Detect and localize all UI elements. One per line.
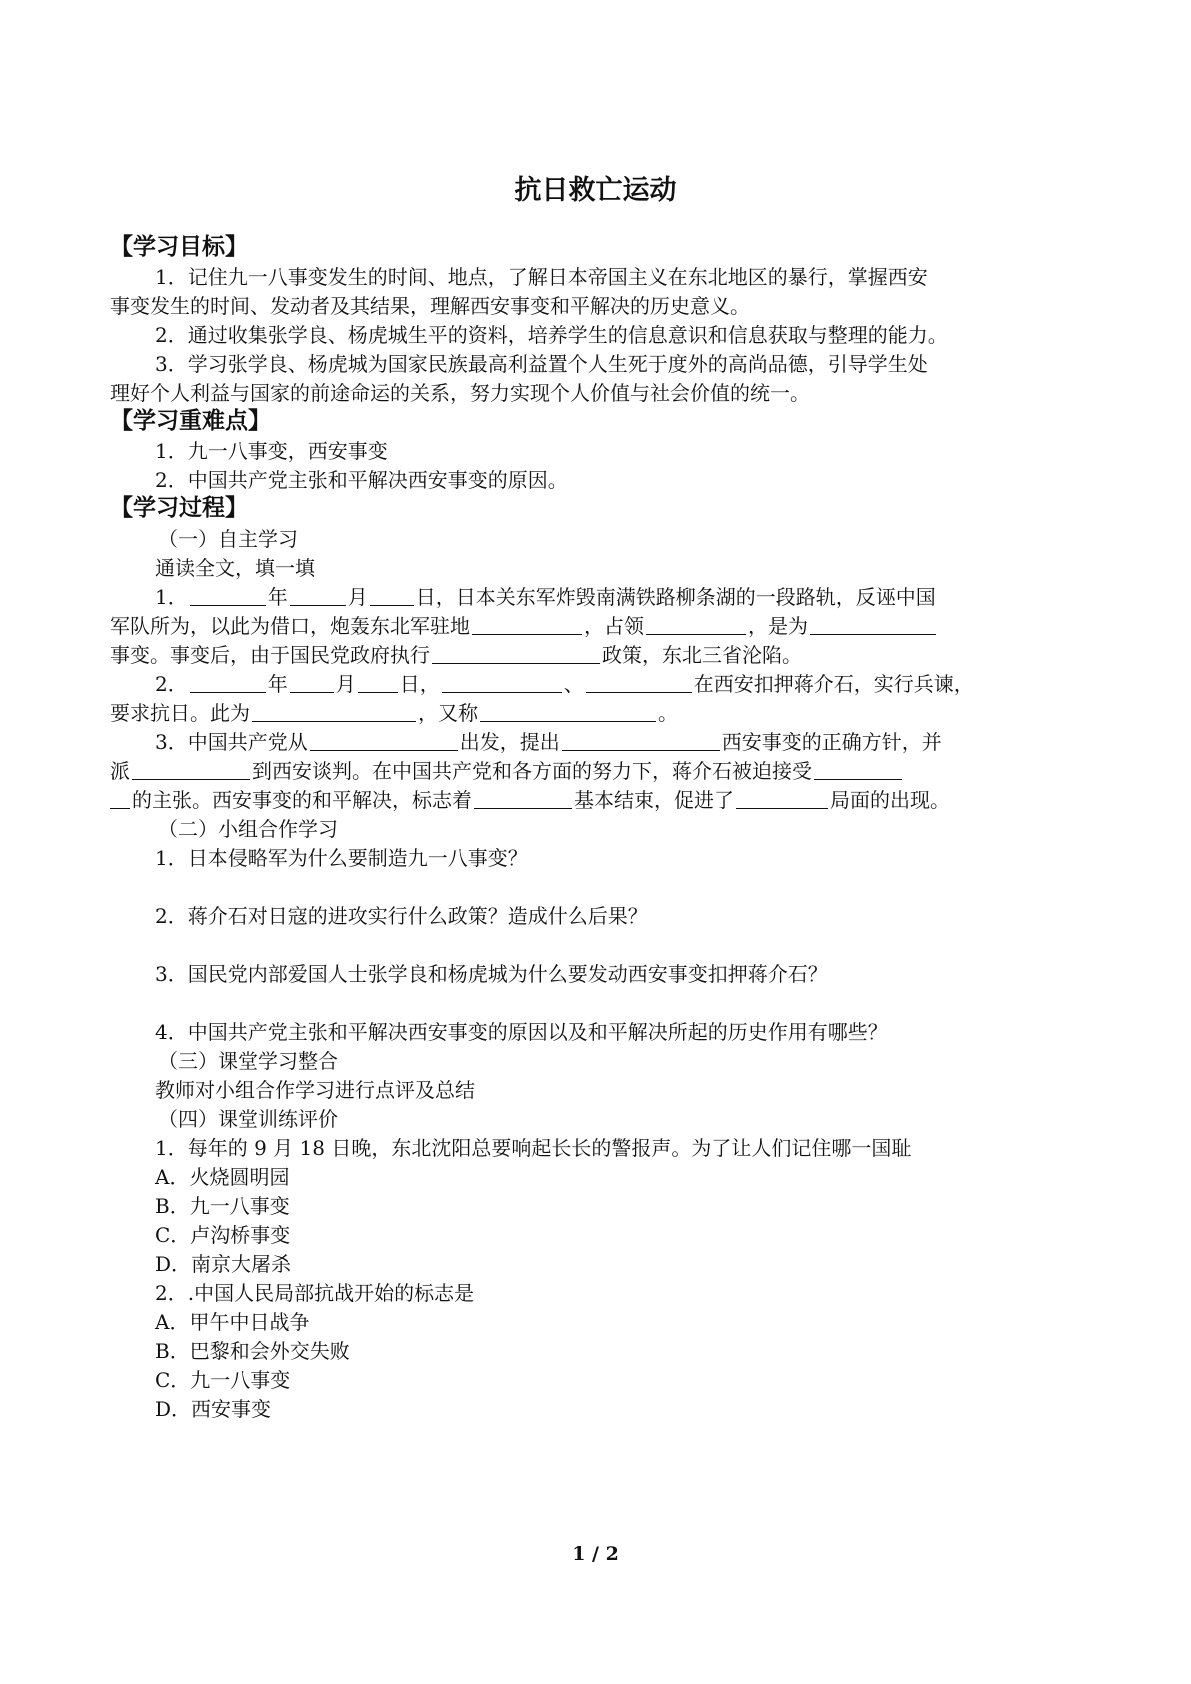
objective-1-line1: 1．记住九一八事变发生的时间、地点，了解日本帝国主义在东北地区的暴行，掌握西安: [155, 265, 928, 289]
fill-text: ，是为: [748, 614, 808, 638]
fill-blank[interactable]: [252, 701, 416, 722]
fill-text: 年: [267, 672, 288, 696]
fill-text: 、: [563, 672, 584, 696]
fill-blank[interactable]: [110, 788, 130, 809]
fill-text: 的主张。西安事变的和平解决，标志着: [132, 788, 472, 812]
mc2-option-c: C．九一八事变: [155, 1368, 291, 1392]
fill-3-line1: [155, 727, 1105, 757]
integration-summary: 教师对小组合作学习进行点评及总结: [155, 1078, 475, 1102]
group-question-4: 4．中国共产党主张和平解决西安事变的原因以及和平解决所起的历史作用有哪些？: [155, 1020, 888, 1044]
fill-text: 到西安谈判。在中国共产党和各方面的努力下，蒋介石被迫接受: [252, 759, 812, 783]
group-question-1: 1．日本侵略军为什么要制造九一八事变？: [155, 846, 528, 870]
fill-text: 西安事变的正确方针，并: [721, 730, 942, 754]
objective-1-line2: 事变发生的时间、发动者及其结果，理解西安事变和平解决的历史意义。: [110, 294, 750, 318]
fill-blank[interactable]: [480, 701, 656, 722]
mc1-option-c: C．卢沟桥事变: [155, 1223, 291, 1247]
section-integration: （三）课堂学习整合: [158, 1049, 338, 1073]
page-number: 1 / 2: [572, 1543, 619, 1565]
fill-text: ，占领: [584, 614, 644, 638]
fill-text: 局面的出现。: [830, 788, 950, 812]
fill-blank[interactable]: [736, 788, 828, 809]
fill-text: 在西安扣押蒋介石，实行兵谏，: [693, 672, 974, 696]
objective-3-line1: 3．学习张学良、杨虎城为国家民族最高利益置个人生死于度外的高尚品德，引导学生处: [155, 352, 928, 376]
section-self-study: （一）自主学习: [158, 527, 298, 551]
fill-text: 基本结束，促进了: [574, 788, 734, 812]
group-question-2: 2．蒋介石对日寇的进攻实行什么政策？造成什么后果？: [155, 904, 648, 928]
fill-text: 。: [658, 701, 678, 725]
mc2-option-d: D．西安事变: [155, 1397, 272, 1421]
section-exercises: （四）课堂训练评价: [158, 1107, 338, 1131]
fill-text: 日，日本关东军炸毁南满铁路柳条湖的一段路轨，反诬中国: [415, 585, 936, 609]
fill-2-line2: [110, 698, 1105, 728]
fill-blank[interactable]: [474, 788, 572, 809]
fill-blank[interactable]: [814, 759, 902, 780]
fill-blank[interactable]: [646, 614, 746, 635]
fill-text: 事变。事变后，由于国民党政府执行: [110, 643, 430, 667]
mc-question-1: 1．每年的 9 月 18 日晚，东北沈阳总要响起长长的警报声。为了让人们记住哪一国耻: [155, 1136, 912, 1160]
objective-3-line2: 理好个人利益与国家的前途命运的关系，努力实现个人价值与社会价值的统一。: [110, 381, 810, 405]
group-question-3: 3．国民党内部爱国人士张学良和杨虎城为什么要发动西安事变扣押蒋介石？: [155, 962, 828, 986]
fill-blank[interactable]: [190, 585, 266, 606]
mc2-option-a: A．甲午中日战争: [155, 1310, 310, 1334]
fill-blank[interactable]: [472, 614, 582, 635]
fill-blank[interactable]: [290, 672, 334, 693]
fill-1-line2: [110, 611, 1105, 641]
mc1-option-a: A．火烧圆明园: [155, 1165, 290, 1189]
mc1-option-b: B．九一八事变: [155, 1194, 290, 1218]
keypoint-1: 1．九一八事变，西安事变: [155, 439, 388, 463]
fill-blank[interactable]: [132, 759, 250, 780]
fill-blank[interactable]: [290, 585, 346, 606]
fill-text: 月: [335, 672, 356, 696]
objective-2: 2．通过收集张学良、杨虎城生平的资料，培养学生的信息意识和信息获取与整理的能力。: [155, 323, 948, 347]
fill-text: 2．: [155, 672, 188, 696]
fill-blank[interactable]: [190, 672, 266, 693]
fill-instruction: 通读全文，填一填: [155, 556, 315, 580]
fill-blank[interactable]: [310, 730, 458, 751]
keypoints-heading: 【学习重难点】: [110, 408, 271, 434]
fill-text: 1．: [155, 585, 188, 609]
fill-text: 政策，东北三省沦陷。: [602, 643, 802, 667]
keypoint-2: 2．中国共产党主张和平解决西安事变的原因。: [155, 468, 568, 492]
fill-blank[interactable]: [370, 585, 414, 606]
fill-3-line3: [110, 785, 1105, 815]
fill-blank[interactable]: [432, 643, 600, 664]
fill-text: 年: [267, 585, 288, 609]
fill-text: 日，: [399, 672, 440, 696]
fill-3-line2: [110, 756, 1105, 786]
fill-blank[interactable]: [810, 614, 936, 635]
fill-blank[interactable]: [358, 672, 398, 693]
fill-text: 要求抗日。此为: [110, 701, 250, 725]
fill-1-line1: [155, 582, 1105, 612]
fill-text: 出发，提出: [459, 730, 560, 754]
fill-blank[interactable]: [442, 672, 562, 693]
mc2-option-b: B．巴黎和会外交失败: [155, 1339, 350, 1363]
mc-question-2: 2．.中国人民局部抗战开始的标志是: [155, 1281, 475, 1305]
fill-1-line3: [110, 640, 1105, 670]
fill-text: 军队所为，以此为借口，炮轰东北军驻地: [110, 614, 470, 638]
fill-blank[interactable]: [562, 730, 720, 751]
objectives-heading: 【学习目标】: [110, 234, 248, 260]
fill-text: 月: [347, 585, 368, 609]
section-group-study: （二）小组合作学习: [158, 817, 338, 841]
fill-text: 派: [110, 759, 130, 783]
process-heading: 【学习过程】: [110, 495, 248, 521]
fill-text: ，又称: [418, 701, 478, 725]
mc1-option-d: D．南京大屠杀: [155, 1252, 292, 1276]
fill-blank[interactable]: [586, 672, 692, 693]
page-title: 抗日救亡运动: [514, 175, 677, 206]
fill-text: 3．中国共产党从: [155, 730, 308, 754]
fill-2-line1: [155, 669, 1105, 699]
